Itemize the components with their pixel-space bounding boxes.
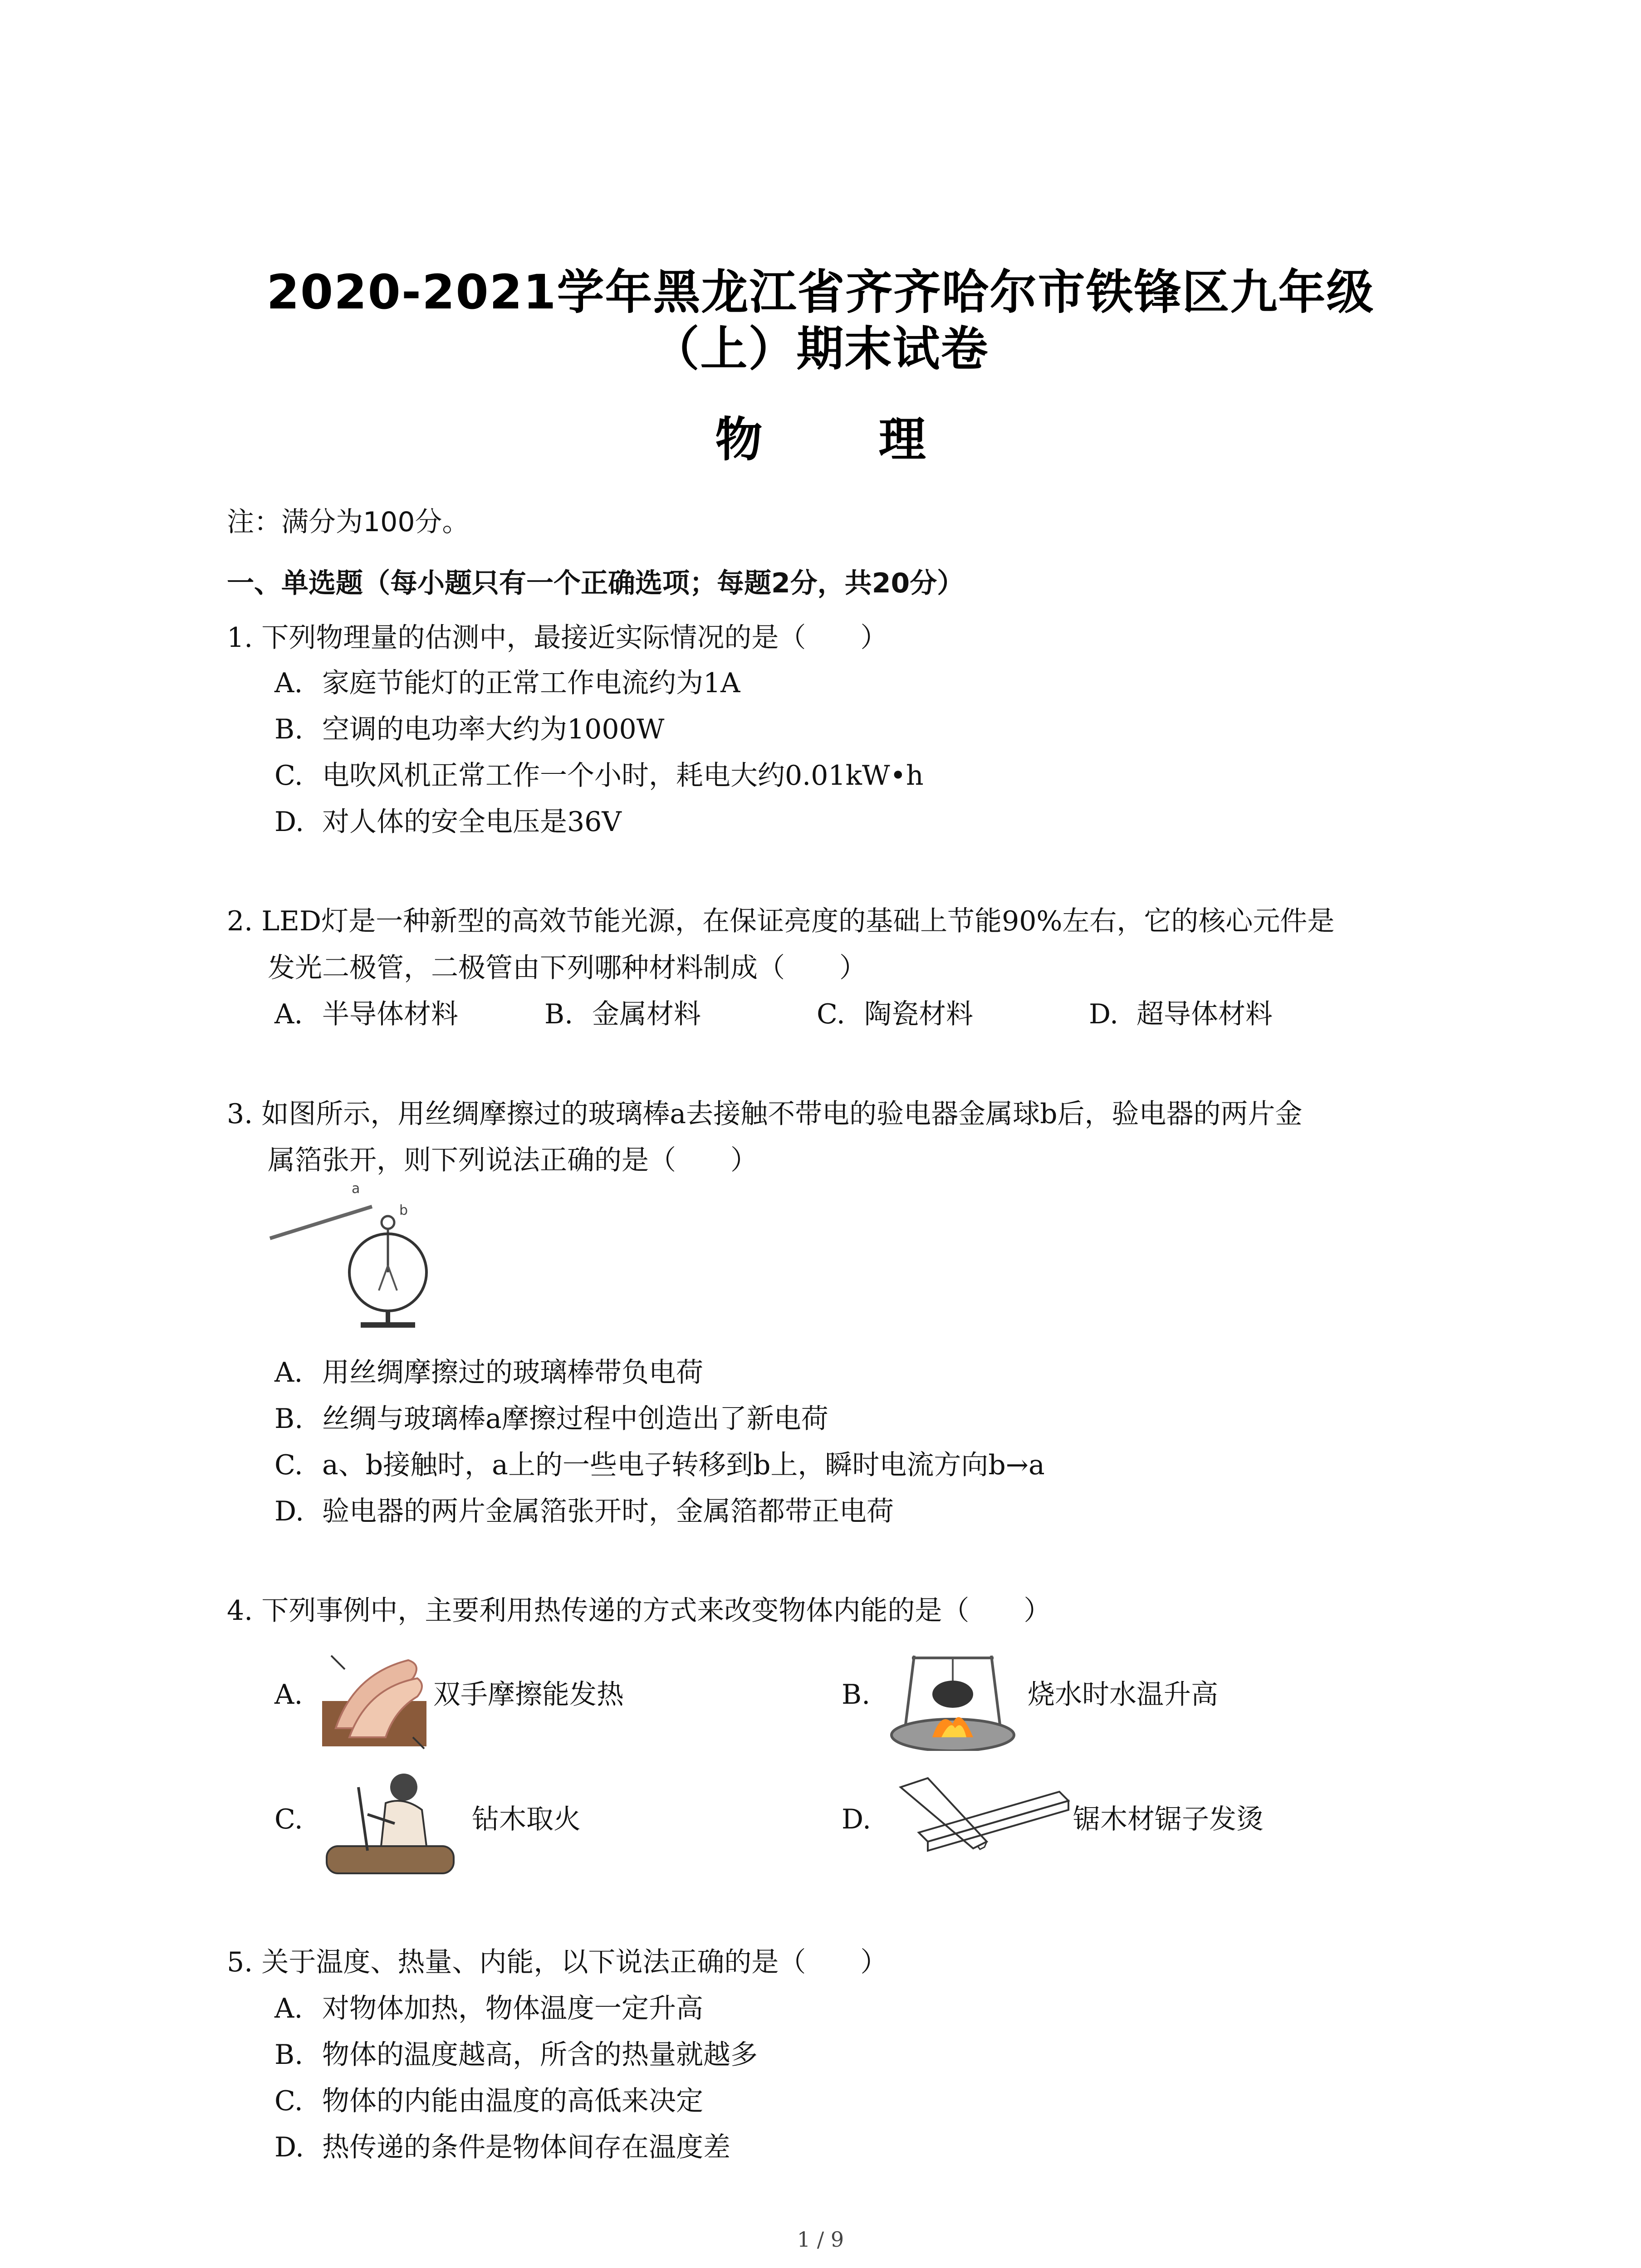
question-3-option-a [274,1356,703,1389]
question-4-option-a-letter: A. [274,1679,303,1711]
glass-rod [270,1207,372,1238]
question-3-option-c [274,1449,1045,1481]
question-4-option-d-text: 锯木材锯子发烫 [1073,1804,1264,1835]
option-letter: A. [274,1993,303,2024]
question-2-stem-line1: 2. LED灯是一种新型的高效节能光源，在保证亮度的基础上节能90%左右，它的核心元件是 [227,905,1335,937]
stand-base [361,1322,415,1328]
question-3-option-d [274,1495,894,1528]
metal-ball [382,1216,394,1229]
exam-title-line1: 2020-2021学年黑龙江省齐齐哈尔市铁锋区九年级 [266,264,1375,320]
option-letter: D. [274,1496,304,1527]
question-5-option-a [274,1992,703,2025]
question-2-option-b [544,998,701,1031]
option-text: 空调的电功率大约为1000W [322,714,665,745]
question-4-option-a-text: 双手摩擦能发热 [433,1679,624,1711]
question-1-option-d [274,806,622,838]
question-4-option-c-text: 钻木取火 [472,1804,581,1835]
page-number: 1 / 9 [797,2227,844,2252]
option-letter: D. [1089,998,1119,1030]
question-4-option-b-text: 烧水时水温升高 [1028,1679,1218,1711]
exam-title-line2: （上）期末试卷 [652,321,989,376]
option-text: 电吹风机正常工作一个小时，耗电大约0.01kW•h [322,760,924,792]
option-text: 家庭节能灯的正常工作电流约为1A [322,667,740,699]
option-letter: A. [274,1357,303,1388]
option-letter: C. [274,1449,303,1481]
question-4-option-b-letter: B. [842,1679,871,1711]
question-2-option-d [1089,998,1273,1031]
question-1-option-c [274,759,924,792]
option-letter: C. [817,998,845,1030]
question-5-option-b [274,2038,758,2071]
option-text: 对人体的安全电压是36V [322,806,622,838]
score-note: 注：满分为100分。 [227,506,470,538]
option-text: 对物体加热，物体温度一定升高 [322,1993,703,2024]
option-letter: B. [544,998,573,1030]
option-text: 用丝绸摩擦过的玻璃棒带负电荷 [322,1357,703,1388]
ball-label: b [399,1202,408,1218]
question-3-option-b [274,1403,828,1435]
option-text: 超导体材料 [1136,998,1273,1030]
question-2-stem-line2: 发光二极管，二极管由下列哪种材料制成（ ） [268,952,867,984]
question-2-option-c [817,998,973,1031]
option-letter: B. [274,1403,304,1435]
option-text: 金属材料 [592,998,701,1030]
option-letter: D. [274,2131,304,2163]
metal-foil-right [388,1266,397,1290]
rubbing-hands-icon [318,1647,431,1751]
boiling-water-icon [887,1637,1019,1751]
question-4-option-c-letter: C. [274,1804,303,1835]
sawing-wood-icon [896,1774,1073,1860]
option-text: 热传递的条件是物体间存在温度差 [322,2131,730,2163]
question-5-option-d [274,2131,730,2164]
option-text: a、b接触时，a上的一些电子转移到b上，瞬时电流方向b→a [322,1449,1045,1481]
option-text: 物体的温度越高，所含的热量就越多 [322,2039,758,2071]
subject-heading: 物 理 [715,412,976,467]
question-2-option-a [274,998,458,1031]
option-letter: A. [274,998,303,1030]
question-5-option-c [274,2085,703,2117]
option-letter: B. [274,714,304,745]
question-4-option-d-letter: D. [842,1804,872,1835]
question-1-option-a [274,667,740,699]
metal-foil-left [379,1266,388,1290]
option-letter: C. [274,2085,303,2117]
option-letter: D. [274,806,304,838]
section-heading: 一、单选题（每小题只有一个正确选项；每题2分，共20分） [227,567,965,599]
option-letter: C. [274,760,303,792]
option-letter: A. [274,667,303,699]
question-3-stem-line1: 3. 如图所示，用丝绸摩擦过的玻璃棒a去接触不带电的验电器金属球b后，验电器的两片金 [227,1098,1303,1130]
question-4-stem: 4. 下列事例中，主要利用热传递的方式来改变物体内能的是（ ） [227,1595,1051,1627]
electroscope-figure [268,1179,449,1334]
option-text: 半导体材料 [322,998,458,1030]
question-3-stem-line2: 属箔张开，则下列说法正确的是（ ） [268,1144,758,1176]
option-letter: B. [274,2039,304,2071]
option-text: 丝绸与玻璃棒a摩擦过程中创造出了新电荷 [322,1403,828,1435]
question-1-stem: 1. 下列物理量的估测中，最接近实际情况的是（ ） [227,622,888,654]
option-text: 陶瓷材料 [864,998,973,1030]
rod-label: a [352,1181,360,1197]
option-text: 验电器的两片金属箔张开时，金属箔都带正电荷 [322,1496,894,1527]
question-5-stem: 5. 关于温度、热量、内能，以下说法正确的是（ ） [227,1946,888,1978]
drilling-wood-icon [318,1760,467,1882]
question-1-option-b [274,713,664,746]
option-text: 物体的内能由温度的高低来决定 [322,2085,703,2117]
